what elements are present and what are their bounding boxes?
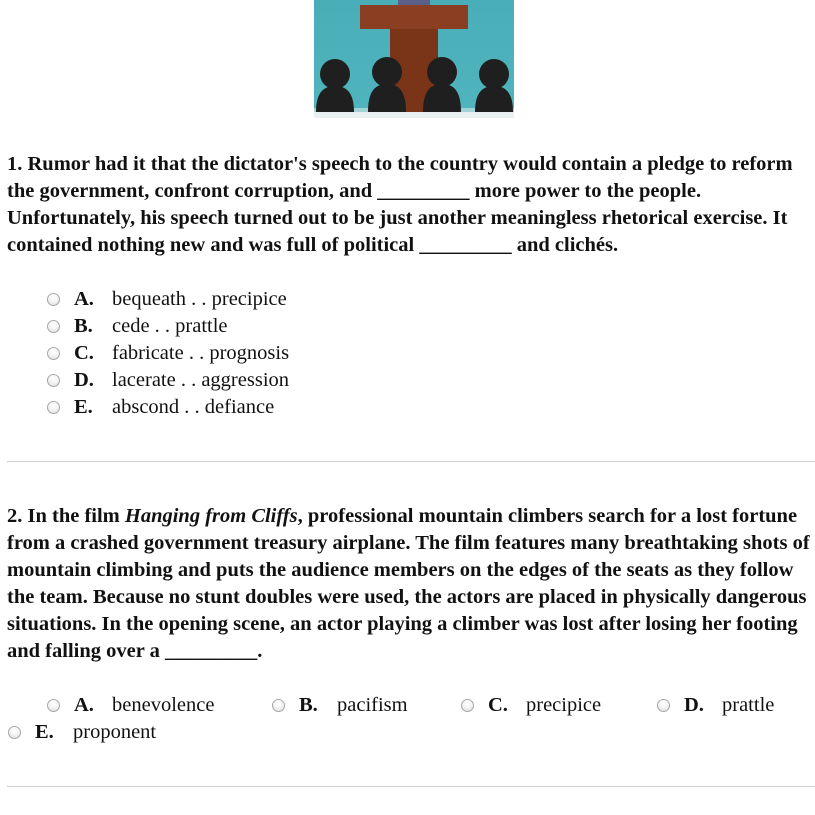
option-text: cede . . prattle [112, 315, 228, 337]
option-text: proponent [73, 721, 157, 743]
question-1-option-e[interactable] [47, 394, 274, 421]
question-2-text [7, 503, 815, 665]
radio-button[interactable] [8, 726, 21, 739]
radio-button[interactable] [461, 699, 474, 712]
option-letter: E. [35, 721, 54, 743]
option-text: benevolence [112, 694, 215, 716]
radio-button[interactable] [47, 374, 60, 387]
question-2-option-c[interactable] [461, 692, 601, 719]
question-2-option-b[interactable] [272, 692, 408, 719]
question-1-option-b[interactable] [47, 313, 228, 340]
option-letter: A. [74, 694, 94, 716]
option-letter: C. [74, 342, 94, 364]
option-letter: E. [74, 396, 93, 418]
option-letter: B. [299, 694, 318, 716]
radio-button[interactable] [657, 699, 670, 712]
option-letter: B. [74, 315, 93, 337]
podium-top [360, 5, 468, 29]
option-letter: D. [684, 694, 704, 716]
radio-button[interactable] [47, 699, 60, 712]
radio-button[interactable] [47, 320, 60, 333]
option-text: prattle [722, 694, 775, 716]
option-letter: C. [488, 694, 508, 716]
question-2-option-e[interactable] [8, 719, 156, 746]
option-text: fabricate . . prognosis [112, 342, 290, 364]
question-1-option-a[interactable] [47, 286, 287, 313]
question-2-option-a[interactable] [47, 692, 214, 719]
option-text: lacerate . . aggression [112, 369, 290, 391]
radio-button[interactable] [47, 401, 60, 414]
section-divider [7, 786, 815, 787]
radio-button[interactable] [272, 699, 285, 712]
radio-button[interactable] [47, 293, 60, 306]
question-2-suffix: , professional mountain climbers search for a lost fortune from a crashed government treasury airplane. The film features many breathtaking shots of mountain climbing and puts the audience members on the edges of the seats as they follow the team. Because no stunt doubles were used, the actors are placed in physically dangerous situations. In the opening scene, an actor playing a climber was lost after losing her footing and falling over a _________. [7, 505, 815, 662]
option-text: abscond . . defiance [112, 396, 275, 418]
film-title: Hanging from Cliffs [124, 505, 298, 527]
question-1-option-c[interactable] [47, 340, 289, 367]
question-1-text: 1. Rumor had it that the dictator's speech to the country would contain a pledge to reform the government, confront corruption, and _________ more power to the people. Unfortunately, his speech turned out to be just another meaningless rhetorical exercise. It contained nothing new and was full of political _________ and clichés. [7, 153, 798, 256]
section-divider [7, 461, 815, 462]
question-2-option-d[interactable] [657, 692, 774, 719]
option-letter: D. [74, 369, 94, 391]
question-1-option-d[interactable] [47, 367, 289, 394]
radio-button[interactable] [47, 347, 60, 360]
option-text: pacifism [337, 694, 408, 716]
option-text: precipice [526, 694, 602, 716]
option-text: bequeath . . precipice [112, 288, 287, 310]
option-letter: A. [74, 288, 94, 310]
question-2-prefix: 2. In the film [7, 505, 125, 527]
speaker-at-podium-illustration [314, 0, 514, 118]
